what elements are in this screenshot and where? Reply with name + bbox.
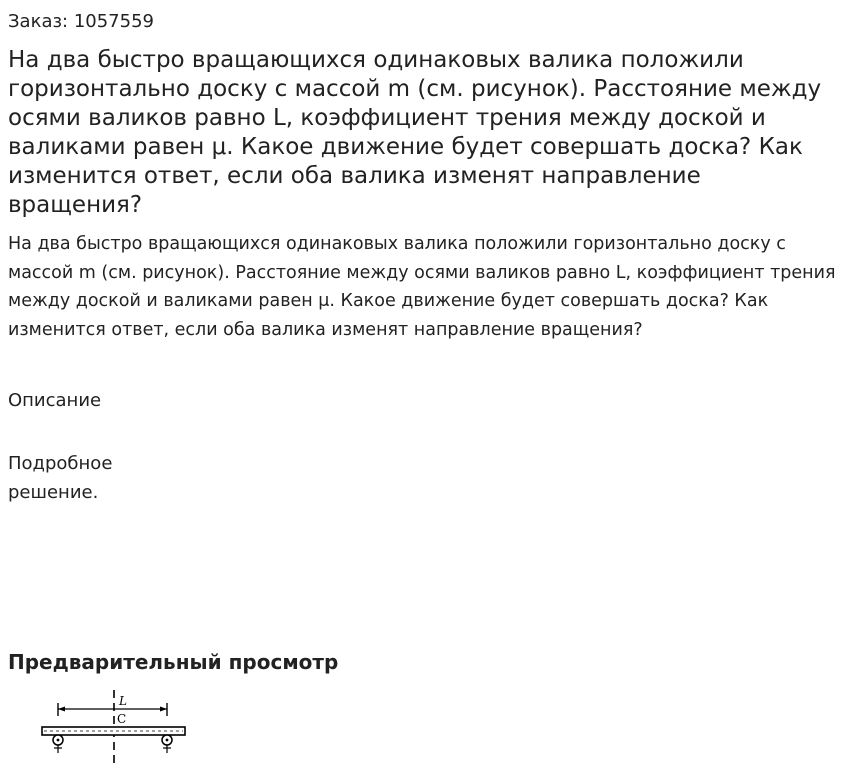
roller-right-axis xyxy=(166,739,169,742)
label-distance: L xyxy=(119,694,127,708)
arrow-left-icon xyxy=(58,707,65,712)
preview-title: Предварительный просмотр xyxy=(8,650,339,674)
arrow-right-icon xyxy=(160,707,167,712)
roller-left-axis xyxy=(57,739,60,742)
description-text: Подробное решение. xyxy=(8,453,113,503)
board-rollers-diagram xyxy=(30,688,195,768)
label-center: C xyxy=(117,712,127,726)
problem-heading: На два быстро вращающихся одинаковых валика положили горизонтально доску с массой m (см. рисунок). Расстояние между осями валиков равно L, коэффициент трения между доской и валиками равен μ. Какое движение будет совершать доска? Как изменится ответ, если оба валика изменят направление вращения? xyxy=(8,47,822,218)
problem-text: На два быстро вращающихся одинаковых валика положили горизонтально доску с массой m (см. рисунок). Расстояние между осями валиков равно L, коэффициент трения между доской и валиками равен μ. Какое движение будет совершать доска? Как изменится ответ, если оба валика изменят направление вращения? xyxy=(8,234,836,340)
order-number: Заказ: 1057559 xyxy=(8,11,154,32)
preview-figure xyxy=(30,688,195,768)
description-label: Описание xyxy=(8,390,102,411)
